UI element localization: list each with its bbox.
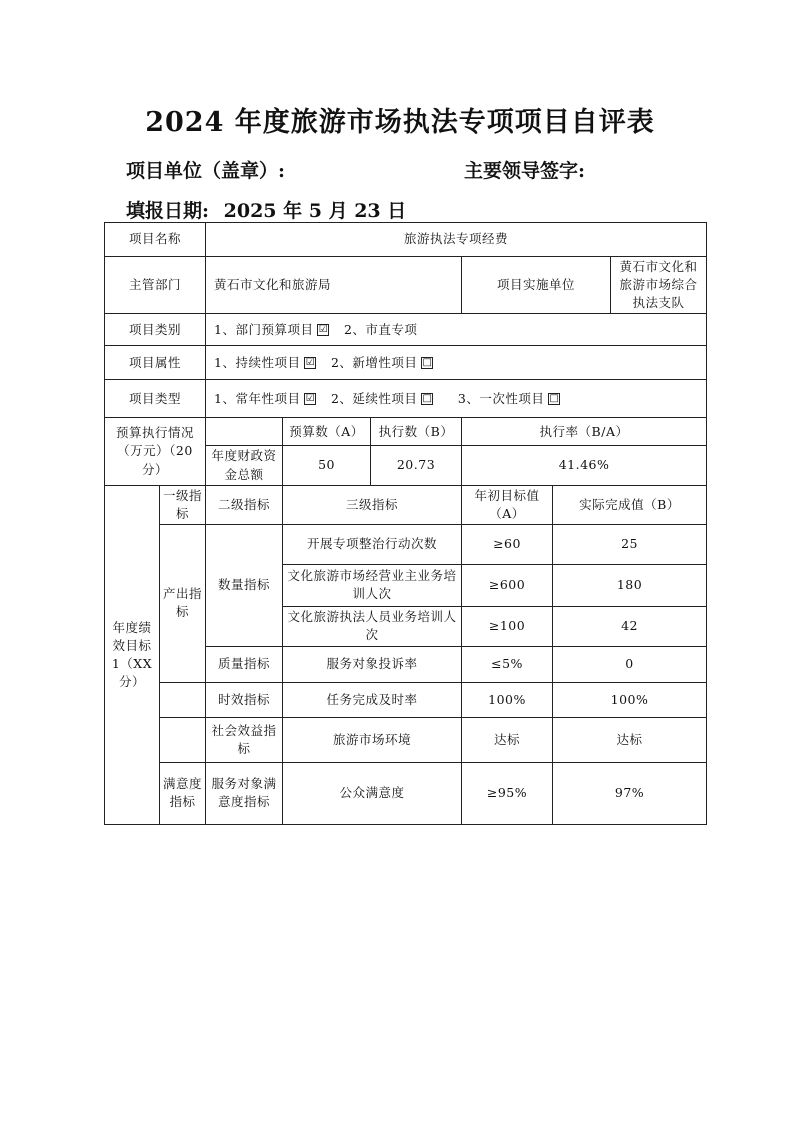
target-cell: ≥60 — [462, 524, 553, 564]
type-option-1: 1、常年性项目 — [214, 390, 301, 406]
actual-cell: 25 — [553, 524, 707, 564]
target-cell: ≥600 — [462, 564, 553, 606]
budget-rate-value: 41.46% — [462, 446, 707, 485]
empty-level1-cell — [160, 717, 206, 762]
budget-col-a: 预算数（A） — [283, 418, 371, 446]
actual-cell: 0 — [553, 646, 707, 682]
fill-date — [126, 196, 406, 223]
type-option-2: 2、延续性项目 — [330, 390, 418, 406]
empty-box-icon: □ — [422, 393, 433, 405]
project-name-value: 旅游执法专项经费 — [206, 223, 707, 257]
target-cell: 100% — [462, 682, 553, 717]
empty-level1-cell — [160, 682, 206, 717]
output-indicator-label: 产出指标 — [160, 524, 206, 682]
target-cell: 达标 — [462, 717, 553, 762]
budget-row-label: 年度财政资金总额 — [206, 446, 283, 485]
target-cell: ≥95% — [462, 762, 553, 824]
timeliness-indicator-label: 时效指标 — [206, 682, 283, 717]
type-option-3: 3、一次性项目 — [457, 390, 545, 406]
performance-group-label: 年度绩效目标 1（XX 分） — [105, 485, 160, 824]
actual-cell: 180 — [553, 564, 707, 606]
actual-cell: 达标 — [553, 717, 707, 762]
type-label: 项目类型 — [105, 380, 206, 418]
category-options — [206, 314, 707, 346]
category-option-2: 2、市直专项 — [343, 321, 418, 337]
target-header: 年初目标值（A） — [462, 485, 553, 524]
fill-date-label: 填报日期: — [126, 200, 210, 222]
indicator-cell: 开展专项整治行动次数 — [283, 524, 462, 564]
impl-unit-label: 项目实施单位 — [462, 257, 611, 314]
attribute-option-1: 1、持续性项目 — [214, 354, 301, 370]
target-cell: ≤5% — [462, 646, 553, 682]
attribute-options — [206, 346, 707, 380]
empty-box-icon: □ — [422, 357, 433, 369]
level1-header: 一级指标 — [160, 485, 206, 524]
dept-value: 黄石市文化和旅游局 — [206, 257, 462, 314]
level3-header: 三级指标 — [283, 485, 462, 524]
budget-a-value: 50 — [283, 446, 371, 485]
budget-empty-cell — [206, 418, 283, 446]
self-evaluation-table — [104, 222, 707, 825]
indicator-cell: 公众满意度 — [283, 762, 462, 824]
actual-cell: 97% — [553, 762, 707, 824]
page-title: 2024 年度旅游市场执法专项项目自评表 — [145, 107, 655, 138]
budget-col-rate: 执行率（B/A） — [462, 418, 707, 446]
satisfaction-indicator-label: 满意度指标 — [160, 762, 206, 824]
service-satisfaction-label: 服务对象满意度指标 — [206, 762, 283, 824]
dept-label: 主管部门 — [105, 257, 206, 314]
category-option-1: 1、部门预算项目 — [214, 321, 314, 337]
budget-col-b: 执行数（B） — [371, 418, 462, 446]
level2-header: 二级指标 — [206, 485, 283, 524]
actual-cell: 100% — [553, 682, 707, 717]
budget-label: 预算执行情况（万元）（20 分） — [105, 418, 206, 485]
type-options — [206, 380, 707, 418]
target-cell: ≥100 — [462, 606, 553, 646]
quality-indicator-label: 质量指标 — [206, 646, 283, 682]
quantity-indicator-label: 数量指标 — [206, 524, 283, 646]
actual-cell: 42 — [553, 606, 707, 646]
indicator-cell: 服务对象投诉率 — [283, 646, 462, 682]
indicator-cell: 旅游市场环境 — [283, 717, 462, 762]
indicator-cell: 文化旅游市场经营业主业务培训人次 — [283, 564, 462, 606]
category-label: 项目类别 — [105, 314, 206, 346]
attribute-label: 项目属性 — [105, 346, 206, 380]
checked-box-icon: ☑ — [305, 357, 316, 369]
budget-b-value: 20.73 — [371, 446, 462, 485]
fill-date-value: 2025 年 5 月 23 日 — [223, 200, 407, 222]
actual-header: 实际完成值（B） — [553, 485, 707, 524]
empty-box-icon: □ — [549, 393, 560, 405]
checked-box-icon: ☑ — [305, 393, 316, 405]
social-benefit-indicator-label: 社会效益指标 — [206, 717, 283, 762]
indicator-cell: 任务完成及时率 — [283, 682, 462, 717]
attribute-option-2: 2、新增性项目 — [330, 354, 418, 370]
project-unit-label: 项目单位（盖章）: — [126, 160, 286, 182]
leader-signature-label: 主要领导签字: — [464, 160, 586, 182]
project-name-label: 项目名称 — [105, 223, 206, 257]
impl-unit-value: 黄石市文化和旅游市场综合执法支队 — [611, 257, 707, 314]
indicator-cell: 文化旅游执法人员业务培训人次 — [283, 606, 462, 646]
checked-box-icon: ☑ — [318, 324, 329, 336]
